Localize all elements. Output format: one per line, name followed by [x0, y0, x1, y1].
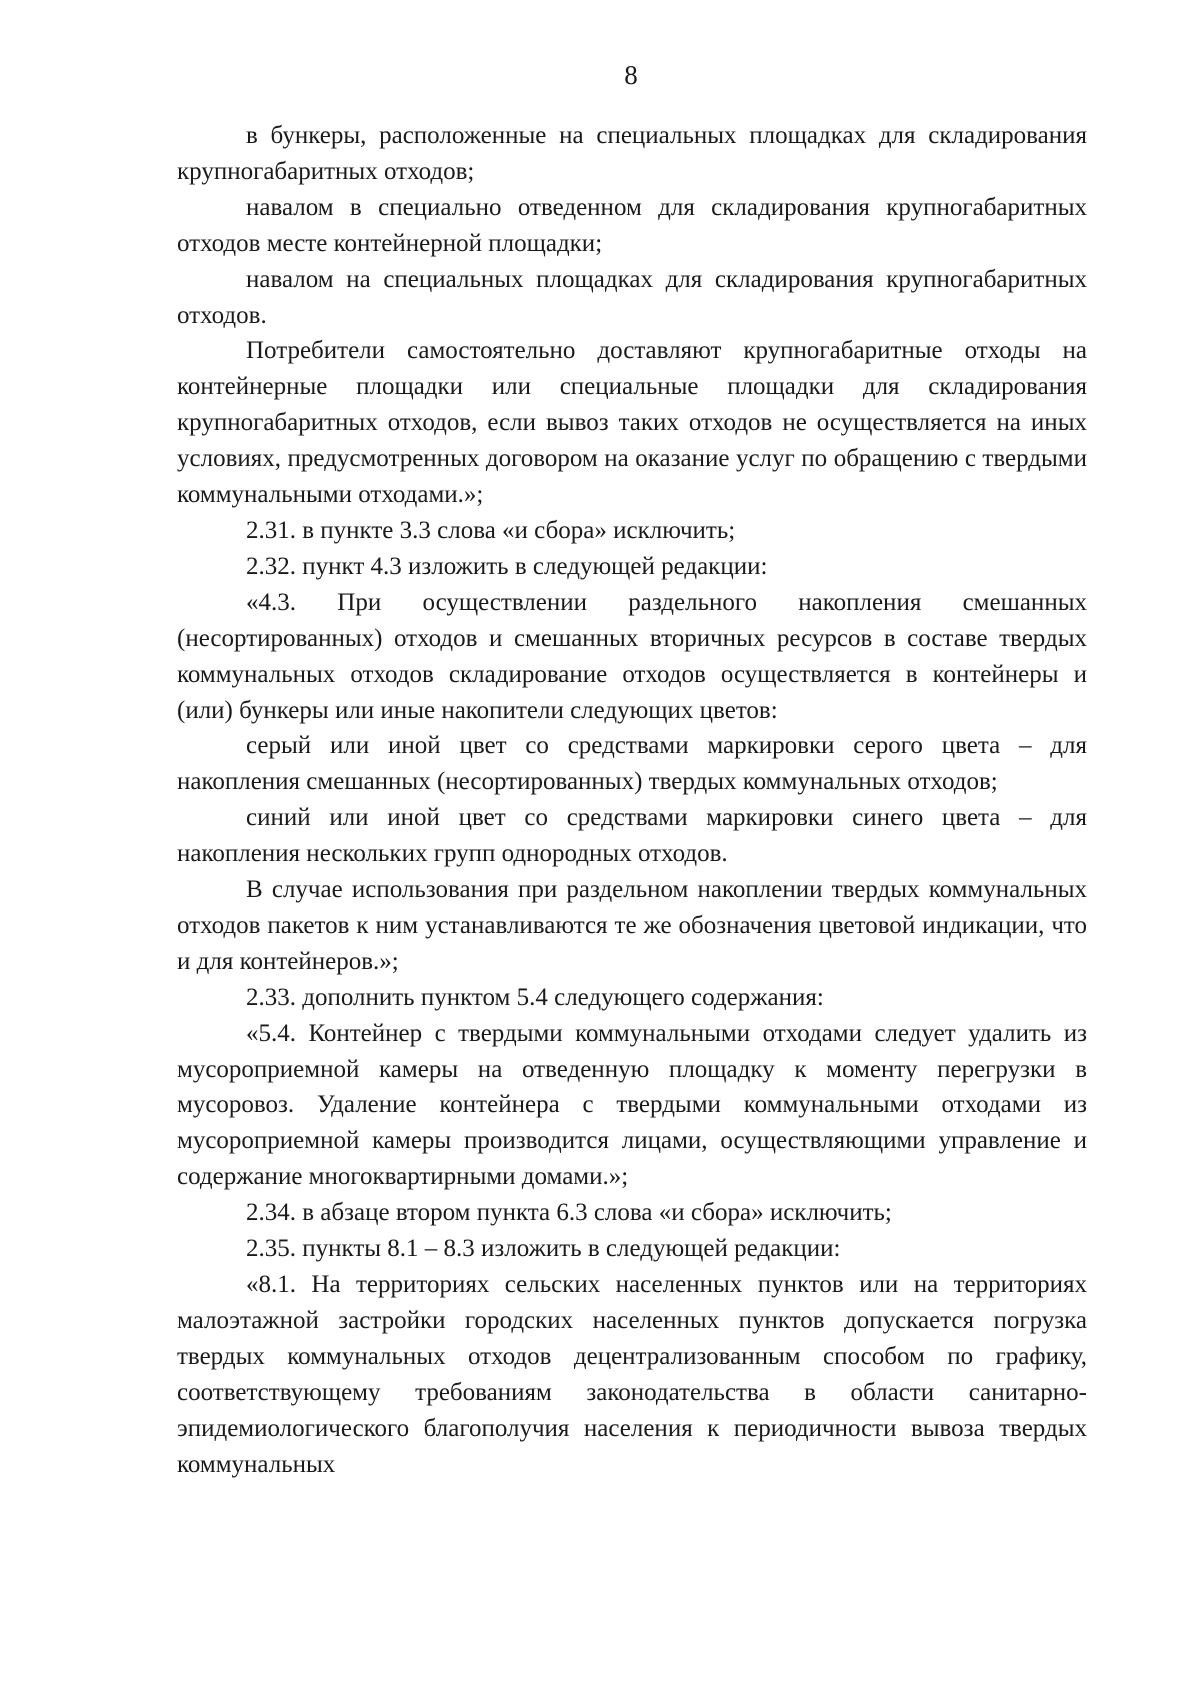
paragraph: «5.4. Контейнер с твердыми коммунальными отходами следует удалить из мусороприемной камеры на отведенную площадку к моменту перегрузки в мусоровоз. Удаление контейнера с твердыми коммунальными отходами из мусороприемной камеры производится лицами, осуществляющими управление и содержание многоквартирными домами.»; — [177, 1019, 1087, 1191]
paragraph: 2.32. пункт 4.3 изложить в следующей редакции: — [246, 552, 768, 580]
paragraph: 2.31. в пункте 3.3 слова «и сбора» исключить; — [246, 516, 736, 544]
paragraph: В случае использования при раздельном накоплении твердых коммунальных отходов пакетов к ним устанавливаются те же обозначения цветовой индикации, что и для контейнеров.»; — [177, 876, 1087, 975]
paragraph: синий или иной цвет со средствами маркировки синего цвета – для накопления нескольких групп однородных отходов. — [177, 804, 1087, 868]
paragraph: 2.33. дополнить пунктом 5.4 следующего содержания: — [246, 983, 824, 1011]
paragraph: Потребители самостоятельно доставляют крупногабаритные отходы на контейнерные площадки или специальные площадки для складирования крупногабаритных отходов, если вывоз таких отходов не осуществляется на иных условиях, предусмотренных договором на оказание услуг по обращению с твердыми коммунальными отходами.»; — [177, 337, 1087, 509]
paragraph: в бункеры, расположенные на специальных площадках для складирования крупногабаритных отходов; — [177, 122, 1087, 185]
paragraph: серый или иной цвет со средствами маркировки серого цвета – для накопления смешанных (несортированных) твердых коммунальных отходов; — [177, 732, 1087, 796]
page-number: 8 — [624, 60, 638, 90]
paragraph: «8.1. На территориях сельских населенных пунктов или на территориях малоэтажной застройки городских населенных пунктов допускается погрузка твердых коммунальных отходов децентрализованным способом по графику, соответствующему требованиям законодательства в области санитарно-эпидемиологического благополучия населения к периодичности вывоза твердых коммунальных — [177, 1271, 1087, 1478]
document-body — [177, 118, 1087, 1482]
paragraph: 2.35. пункты 8.1 – 8.3 изложить в следующей редакции: — [246, 1235, 841, 1263]
paragraph: навалом в специально отведенном для складирования крупногабаритных отходов месте контейнерной площадки; — [177, 193, 1087, 257]
paragraph: «4.3. При осуществлении раздельного накопления смешанных (несортированных) отходов и смешанных вторичных ресурсов в составе твердых коммунальных отходов складирование отходов осуществляется в контейнеры и (или) бункеры или иные накопители следующих цветов: — [177, 588, 1087, 724]
paragraph: 2.34. в абзаце втором пункта 6.3 слова «и сбора» исключить; — [246, 1199, 892, 1227]
paragraph: навалом на специальных площадках для складирования крупногабаритных отходов. — [177, 265, 1087, 329]
